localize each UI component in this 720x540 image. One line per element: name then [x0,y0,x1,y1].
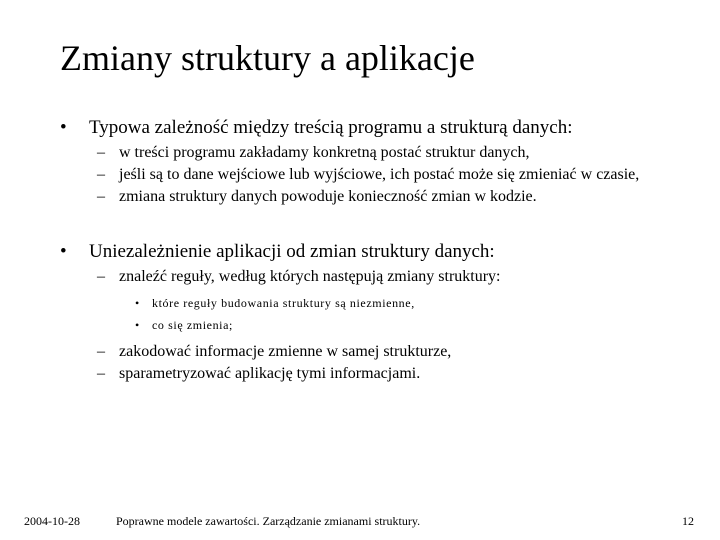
dash-marker: – [97,365,105,382]
list-item [0,314,720,336]
bullet-2-line [0,240,720,264]
bullet-2-subitems [0,266,720,288]
page-number: 12 [682,514,694,528]
bullet-2 [0,240,720,264]
dash-marker: – [97,343,105,360]
bullet-1-subitems [0,142,720,208]
list-item-text: sparametryzować aplikację tymi informacjami. [119,365,421,382]
dash-marker: – [97,268,105,285]
list-item [0,363,720,385]
bullet-marker: • [60,241,67,262]
list-item [0,266,720,288]
bullet-1-line [0,116,720,140]
bullet-1 [0,116,720,140]
slide-title: Zmiany struktury a aplikacje [60,38,475,78]
list-item [0,164,720,186]
bullet-2-text: Uniezależnienie aplikacji od zmian struktury danych: [89,241,495,262]
bullet-2-level3 [0,292,720,336]
list-item-text: co się zmienia; [152,318,233,332]
list-item [0,142,720,164]
bullet-2-subitems-continued [0,341,720,385]
dash-marker: – [97,166,105,183]
dash-marker: – [97,144,105,161]
bullet-1-text: Typowa zależność między treścią programu a strukturą danych: [89,117,573,138]
list-item-text: w treści programu zakładamy konkretną postać struktur danych, [119,144,530,161]
small-bullet-marker: • [135,296,140,310]
list-item-text: jeśli są to dane wejściowe lub wyjściowe, ich postać może się zmieniać w czasie, [119,166,640,183]
footer-title: Poprawne modele zawartości. Zarządzanie zmianami struktury. [116,514,421,528]
list-item-text: które reguły budowania struktury są niezmienne, [152,296,415,310]
dash-marker: – [97,188,105,205]
list-item-text: znaleźć reguły, według których następują zmiany struktury: [119,268,501,285]
list-item [0,186,720,208]
list-item-text: zmiana struktury danych powoduje konieczność zmian w kodzie. [119,188,537,205]
footer-date: 2004-10-28 [24,514,80,528]
bullet-marker: • [60,117,67,138]
small-bullet-marker: • [135,318,140,332]
list-item [0,341,720,363]
list-item [0,292,720,314]
list-item-text: zakodować informacje zmienne w samej strukturze, [119,343,452,360]
